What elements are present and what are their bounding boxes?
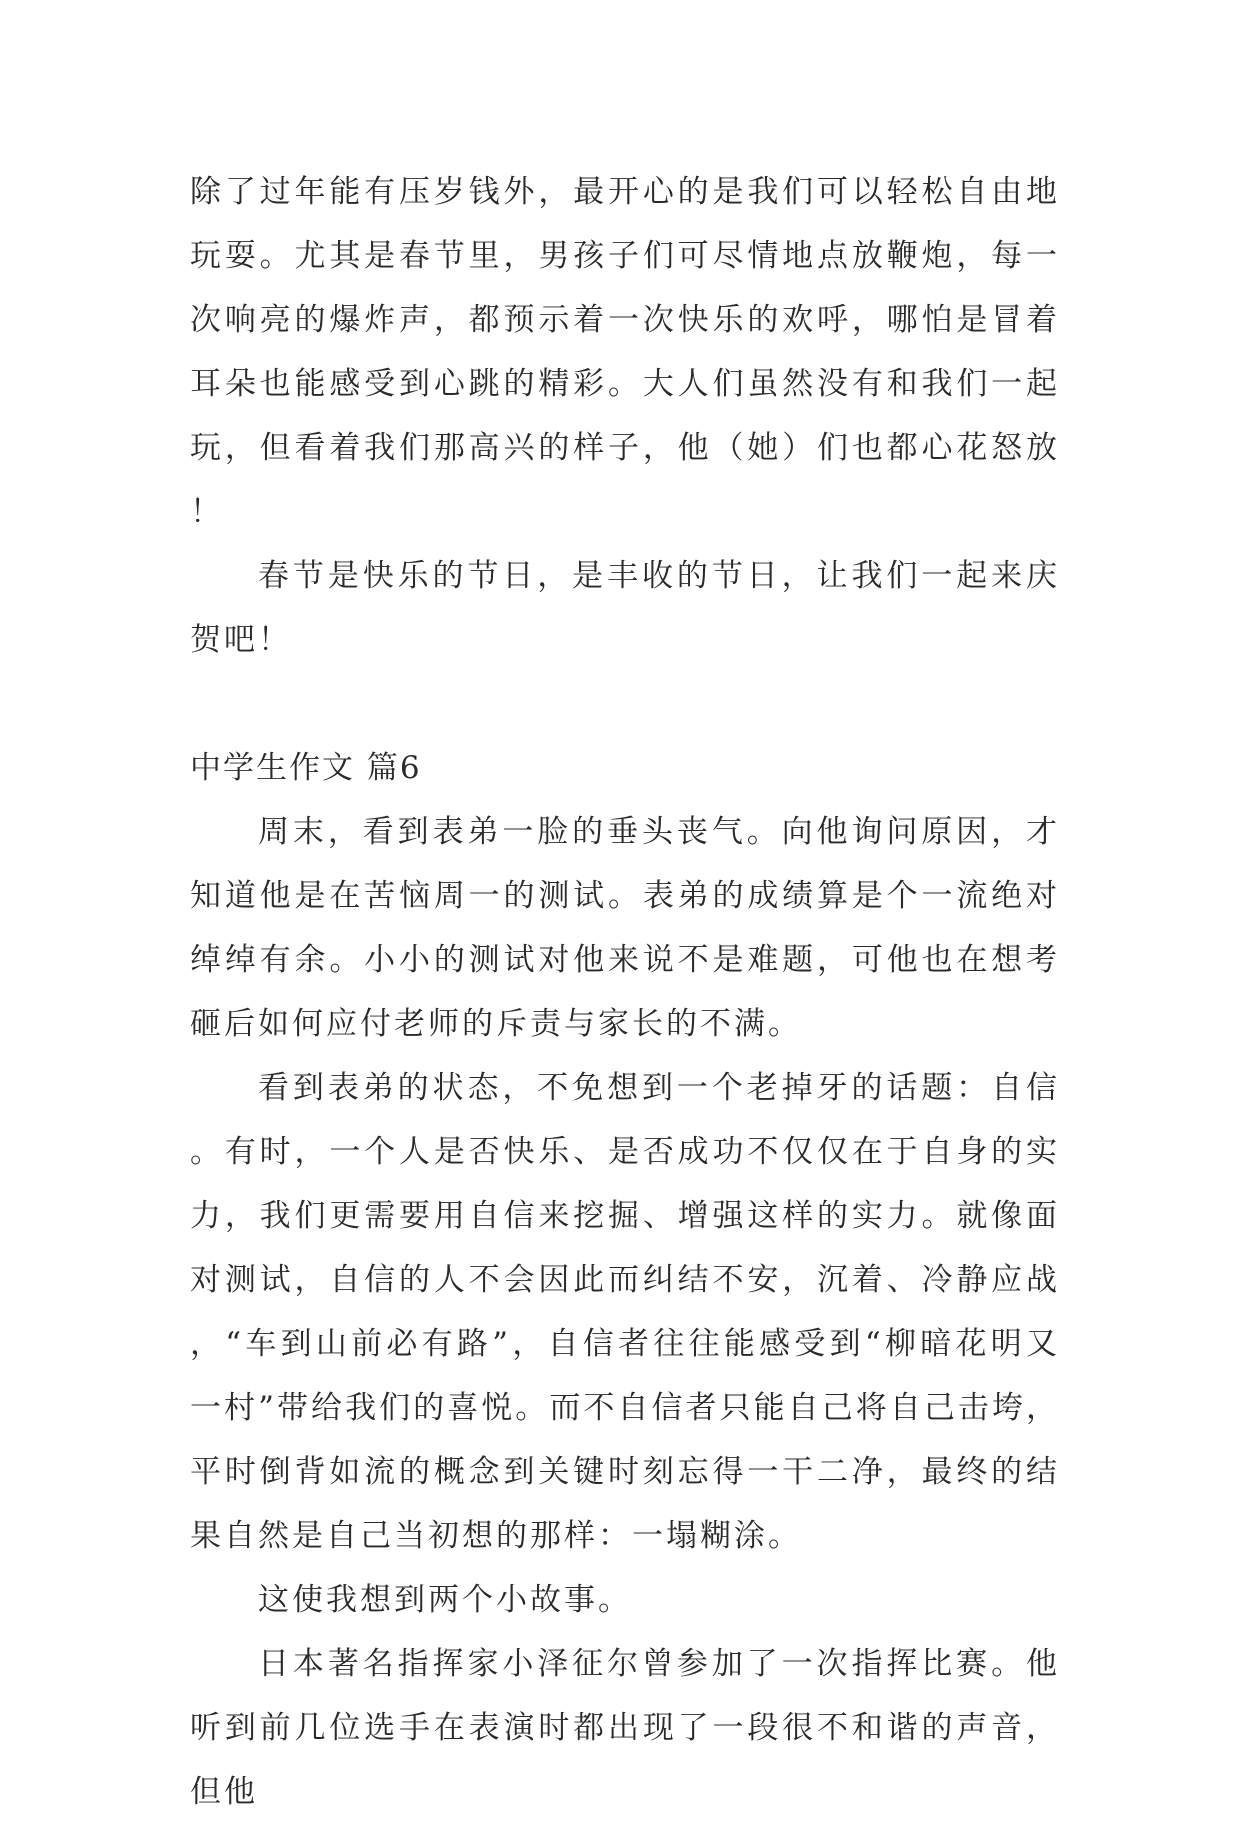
closing-paragraph: 春节是快乐的节日，是丰收的节日，让我们一起来庆贺吧！ [190, 558, 1060, 658]
section-heading: 中学生作文 篇6 [190, 750, 422, 786]
section-paragraph-1: 周末，看到表弟一脸的垂头丧气。向他询问原因，才知道他是在苦恼周一的测试。表弟的成绩算是个一流绝对绰绰有余。小小的测试对他来说不是难题，可他也在想考砸后如何应付老师的斥责与家长的不满。 [190, 814, 1060, 1042]
section-paragraph-2: 看到表弟的状态，不免想到一个老掉牙的话题：自信。有时，一个人是否快乐、是否成功不仅仅在于自身的实力，我们更需要用自信来挖掘、增强这样的实力。就像面对测试，自信的人不会因此而纠结不安，沉着、冷静应战，“车到山前必有路”，自信者往往能感受到“柳暗花明又一村”带给我们的喜悦。而不自信者只能自己将自己击垮，平时倒背如流的概念到关键时刻忘得一干二净，最终的结果自然是自己当初想的那样：一塌糊涂。 [190, 1070, 1060, 1554]
continuation-paragraph: 除了过年能有压岁钱外，最开心的是我们可以轻松自由地玩耍。尤其是春节里，男孩子们可尽情地点放鞭炮，每一次响亮的爆炸声，都预示着一次快乐的欢呼，哪怕是冒着耳朵也能感受到心跳的精彩。大人们虽然没有和我们一起玩，但看着我们那高兴的样子，他（她）们也都心花怒放！ [190, 174, 1060, 530]
document-body [190, 160, 1060, 1824]
section-paragraph-4: 日本著名指挥家小泽征尔曾参加了一次指挥比赛。他听到前几位选手在表演时都出现了一段很不和谐的声音，但他 [190, 1646, 1060, 1810]
section-paragraph-3: 这使我想到两个小故事。 [258, 1582, 632, 1618]
